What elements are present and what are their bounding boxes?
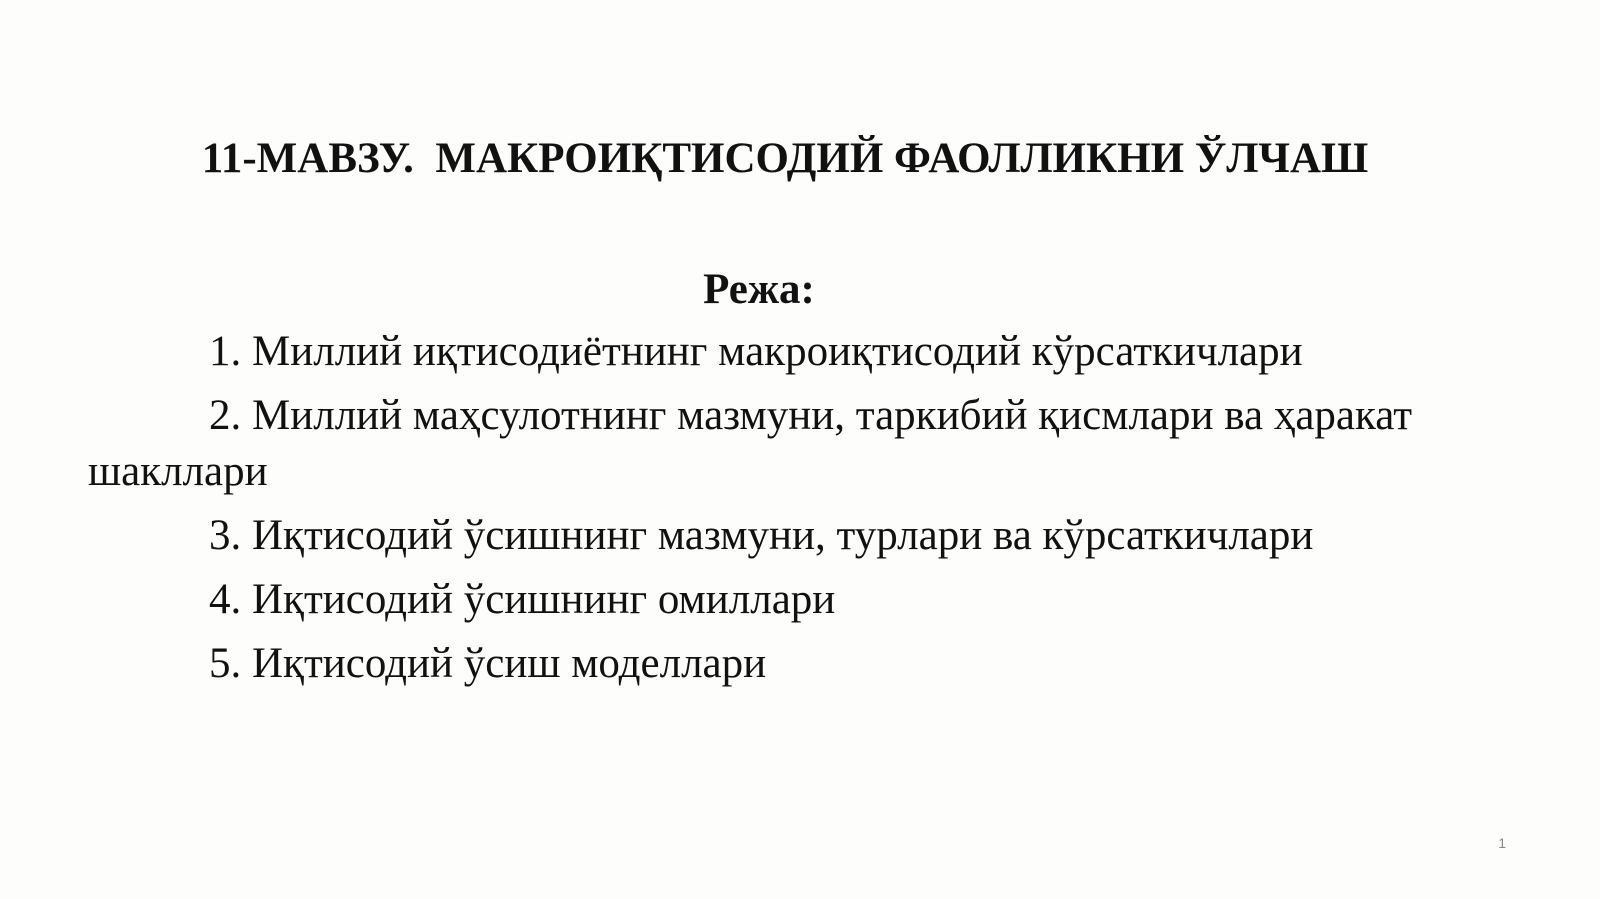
slide-title: 11-МАВЗУ. МАКРОИҚТИСОДИЙ ФАОЛЛИКНИ ЎЛЧАШ — [201, 135, 1369, 182]
plan-item: 1. Миллий иқтисодиётнинг макроиқтисодий кўрсаткичлари — [209, 328, 1303, 375]
plan-item: 2. Миллий маҳсулотнинг мазмуни, таркибий қисмлари ва ҳаракат шакллари — [88, 392, 1412, 495]
plan-item: 5. Иқтисодий ўсиш моделлари — [209, 640, 767, 687]
plan-item: 3. Иқтисодий ўсишнинг мазмуни, турлари ва кўрсаткичлари — [209, 512, 1314, 559]
plan-heading: Режа: — [703, 266, 815, 313]
plan-item: 4. Иқтисодий ўсишнинг омиллари — [209, 576, 836, 623]
page-number: 1 — [1498, 835, 1506, 851]
plan-list — [88, 324, 1508, 700]
